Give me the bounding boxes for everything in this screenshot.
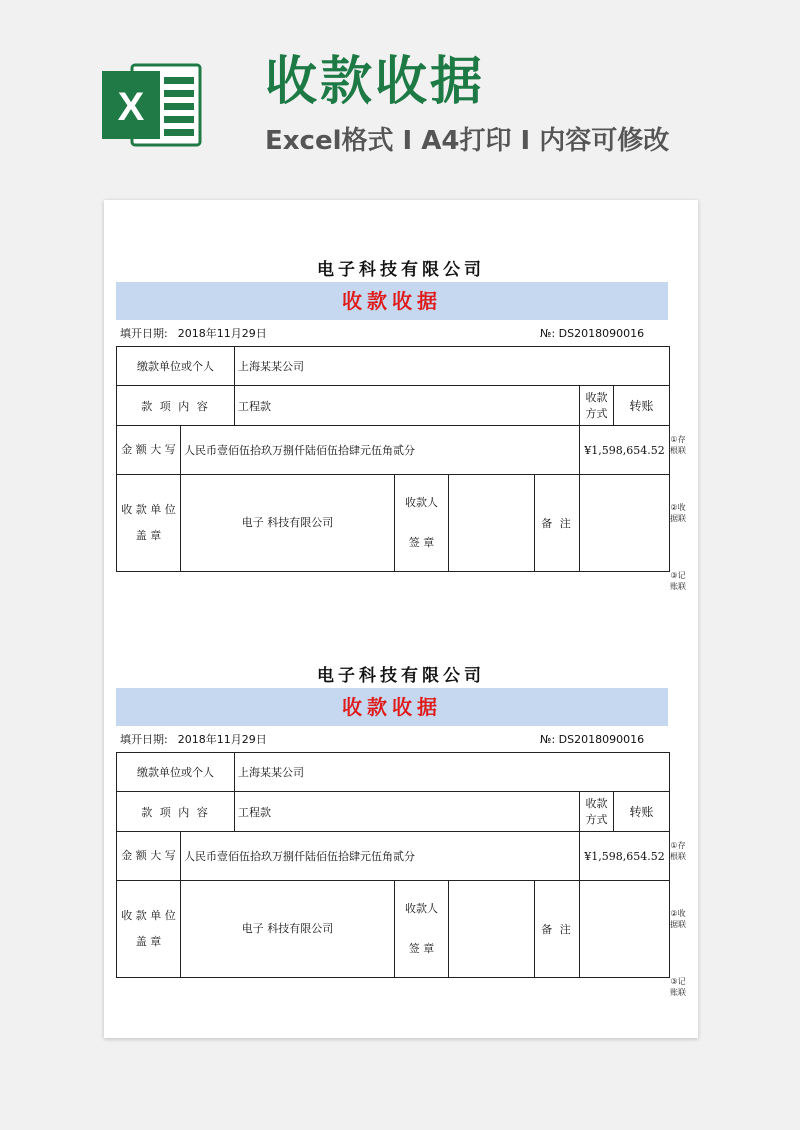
remark-label: 备 注 xyxy=(535,881,580,978)
table-row xyxy=(117,386,670,426)
remark-label: 备 注 xyxy=(535,475,580,572)
stamp-label: 收 款 单 位 盖 章 xyxy=(117,475,181,572)
side-notes xyxy=(670,434,686,638)
payer-value[interactable]: 上海某某公司 xyxy=(235,753,670,792)
method-value[interactable]: 转账 xyxy=(614,386,670,426)
date-value: 2018年11月29日 xyxy=(177,733,267,746)
payee-label: 收款人 签 章 xyxy=(395,881,449,978)
banner-subtitle: Excel格式 I A4打印 I 内容可修改 xyxy=(265,126,670,156)
item-value[interactable]: 工程款 xyxy=(235,386,580,426)
amount-number[interactable]: ¥1,598,654.52 xyxy=(580,426,670,475)
amount-words[interactable]: 人民币壹佰伍拾玖万捌仟陆佰伍拾肆元伍角贰分 xyxy=(181,426,580,475)
date-label: 填开日期: xyxy=(120,327,168,340)
table-row xyxy=(117,881,670,978)
banner-title: 收款收据 xyxy=(265,52,486,112)
company-name: 电子科技有限公司 xyxy=(317,666,485,686)
excel-logo-letter: X xyxy=(117,85,145,129)
table-row xyxy=(117,426,670,475)
payee-label: 收款人 签 章 xyxy=(395,475,449,572)
side-note-accounting: ③记账联 xyxy=(670,571,686,591)
item-value[interactable]: 工程款 xyxy=(235,792,580,832)
remark-value[interactable] xyxy=(580,881,670,978)
stamp-value[interactable]: 电子 科技有限公司 xyxy=(181,475,395,572)
receipt-table xyxy=(116,346,670,572)
receipt-number: №: DS2018090016 xyxy=(540,733,645,746)
table-row xyxy=(117,832,670,881)
table-row xyxy=(117,753,670,792)
table-row xyxy=(117,792,670,832)
excel-logo-icon xyxy=(102,57,202,153)
amount-number[interactable]: ¥1,598,654.52 xyxy=(580,832,670,881)
date-field xyxy=(120,326,267,342)
side-note-receipt: ②收据联 xyxy=(670,909,686,929)
date-label: 填开日期: xyxy=(120,733,168,746)
amount-label: 金 额 大 写 xyxy=(117,832,181,881)
date-value: 2018年11月29日 xyxy=(177,327,267,340)
method-value[interactable]: 转账 xyxy=(614,792,670,832)
stamp-label: 收 款 单 位 盖 章 xyxy=(117,881,181,978)
amount-words[interactable]: 人民币壹佰伍拾玖万捌仟陆佰伍拾肆元伍角贰分 xyxy=(181,832,580,881)
receipt-number: №: DS2018090016 xyxy=(540,327,645,340)
paper-sheet xyxy=(104,200,698,1038)
method-label: 收款方式 xyxy=(580,792,614,832)
date-field xyxy=(120,732,267,748)
stamp-value[interactable]: 电子 科技有限公司 xyxy=(181,881,395,978)
company-name: 电子科技有限公司 xyxy=(317,260,485,280)
payer-label: 缴款单位或个人 xyxy=(117,347,235,386)
payer-value[interactable]: 上海某某公司 xyxy=(235,347,670,386)
receipt-table xyxy=(116,752,670,978)
item-label: 款 项 内 容 xyxy=(117,792,235,832)
amount-label: 金 额 大 写 xyxy=(117,426,181,475)
side-note-stub: ①存根联 xyxy=(670,841,686,861)
receipt-1 xyxy=(104,258,698,591)
receipt-title: 收款收据 xyxy=(116,282,668,320)
remark-value[interactable] xyxy=(580,475,670,572)
side-notes xyxy=(670,840,686,1044)
side-note-accounting: ③记账联 xyxy=(670,977,686,997)
item-label: 款 项 内 容 xyxy=(117,386,235,426)
method-label: 收款方式 xyxy=(580,386,614,426)
payee-signature[interactable] xyxy=(449,881,535,978)
side-note-stub: ①存根联 xyxy=(670,435,686,455)
receipt-2 xyxy=(104,664,698,997)
side-note-receipt: ②收据联 xyxy=(670,503,686,523)
table-row xyxy=(117,347,670,386)
receipt-title: 收款收据 xyxy=(116,688,668,726)
table-row xyxy=(117,475,670,572)
payer-label: 缴款单位或个人 xyxy=(117,753,235,792)
payee-signature[interactable] xyxy=(449,475,535,572)
